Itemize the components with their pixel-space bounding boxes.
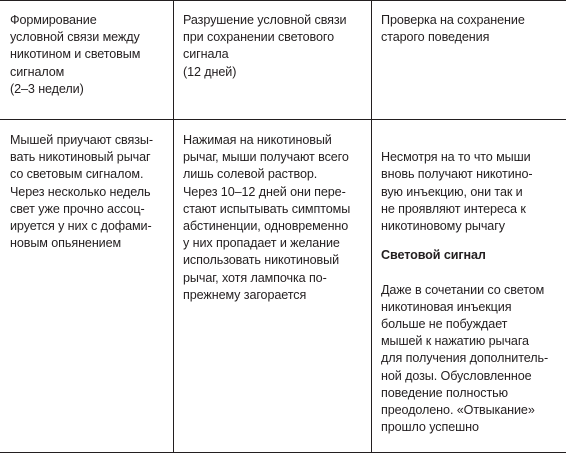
column-divider-1 — [173, 1, 174, 452]
body-cell-extinction: Нажимая на никотиновый рычаг, мыши получают всего лишь солевой раствор. Через 10–12 дней они пере- стают испытывать симптомы абстиненции, одновременно у них пропадает и желание использовать никотиновый рычаг, хотя лампочка по- прежнему загорается — [183, 133, 351, 302]
body-cell-formation: Мышей приучают связы- вать никотиновый рычаг со световым сигналом. Через несколько недель свет уже прочно ассоц- ируется у них с дофами- новым опьянением — [10, 133, 153, 251]
column-divider-2 — [371, 1, 372, 452]
header-cell-extinction: Разрушение условной связи при сохранении светового сигнала (12 дней) — [183, 13, 347, 79]
body-cell-test — [381, 132, 561, 454]
header-cell-test: Проверка на сохранение старого поведения — [381, 13, 525, 45]
light-signal-text: Даже в сочетании со светом никотиновая инъекция больше не побуждает мышей к нажатию рычага для получения дополнитель- ной дозы. Обусловленное поведение полностью преодолено. «Отвыкание» прошло успешно — [381, 282, 549, 435]
header-divider — [0, 119, 566, 120]
light-signal-heading: Световой сигнал — [381, 248, 486, 263]
header-cell-formation: Формирование условной связи между никотином и световым сигналом (2–3 недели) — [10, 13, 141, 96]
test-description: Несмотря на то что мыши вновь получают никотино- вую инъекцию, они так и не проявляют интереса к никотиновому рычагу — [381, 150, 533, 234]
